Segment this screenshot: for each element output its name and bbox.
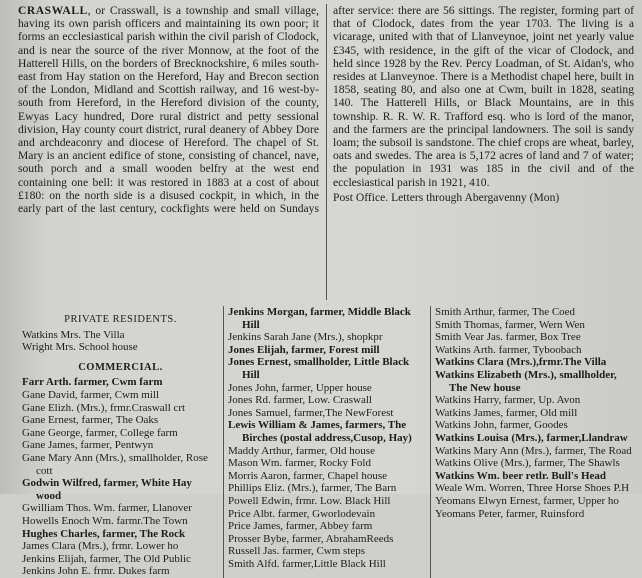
list-item: Watkins Harry, farmer, Up. Avon [435,394,581,407]
list-item: Gane Ernest, farmer, The Oaks [22,414,159,427]
post-office-line: Post Office. Letters through Abergavenny (Mon) [333,190,560,204]
list-item: Morris Aaron, farmer, Chapel house [228,469,388,482]
list-item: Mason Wm. farmer, Rocky Fold [228,457,371,470]
list-item: Powell Edwin, frmr. Low. Black Hill [228,494,391,507]
list-item: Howells Enoch Wm. farmr.The Town [22,514,188,527]
list-item: Jones John, farmer, Upper house [228,381,372,394]
list-item: Prosser Bybe, farmer, AbrahamReeds [228,532,394,545]
list-item: Farr Arth. farmer, Cwm farm [22,376,163,389]
list-item: Weale Wm. Worren, Three Horse Shoes P.H [435,482,630,495]
list-item: Watkins Clara (Mrs.),frmr.The Villa [435,356,607,369]
directory-column-3 [431,306,636,578]
list-item: Jones Ernest, smallholder, Little Black Hill [228,356,410,381]
list-item: Watkins Olive (Mrs.), farmer, The Shawls [435,457,620,470]
list-item: Jones Elijah, farmer, Forest mill [228,343,380,356]
directory-column-2 [223,306,431,578]
list-item: Gwilliam Thos. Wm. farmer, Llanover [22,502,192,515]
list-item: Jenkins John E. frmr. Dukes farm [22,565,170,578]
list-item: Jenkins Morgan, farmer, Middle Black Hill [228,306,411,331]
commercial-heading: COMMERCIAL. [78,361,163,373]
description-para-1: CRASWALL, or Crasswall, is a township and small village, having its own parish officers and maintaining its own poor; it forms an ecclesiastical parish within the civil parish of Clodock, and is near the source of the river Monnow, at the foot of the Hatterell Hills, on the borders of Brecknockshire, 6 miles south-east from Hay station on the Hereford, Hay and Brecon section of the London, Midland and Scottish railway, and 16 west-by-south from Hereford, in the Hereford division of the county, Ewyas Lacy hundred, Dore rural district and petty sessional division, Hay county court district, rural deanery of Abbey Dore and archdeaconry and diocese of Hereford. The chapel of St. Mary is an ancient edifice of stone, consisting of chancel, nave, south porch and a small wooden belfry at the west end containing one bell: it was restored in 1883 at a cost of about £180: on the north side is a disused cockpit, in which, in the early part of the last century, cockfights were held on Sundays after service: there are 56 sittings. The register, forming part of that of Clodock, dates from the year 1703. The living is a vicarage, united with that of Llanveynoe, joint net yearly value £345, with residence, in the gift of the vicar of Clodock, and held since 1928 by the Rev. Percy Loadman, of St. Aidan's, who resides at Llanveynoe. There is a Methodist chapel here, built in 1858, seating 80, and also one at Cwm, built in 1828, seating 140. The Hatterell Hills, or Black Mountains, are in this township. R. R. W. R. Trafford esq. who is lord of the manor, and the farmers are the principal landowners. The soil is sandy loam; the subsoil is sandstone. The chief crops are wheat, barley, oats and swedes. The area is 5,172 acres of land and 7 of water; the population in 1931 was 185 in the civil and of the ecclesiastical parish in 1921, 410. [18,4,634,216]
list-item: Watkins John, farmer, Goodes [435,419,568,432]
list-item: Smith Arthur, farmer, The Coed [435,306,576,318]
craswall-description [18,4,634,300]
list-item: Smith Vear Jas. farmer, Box Tree [435,331,581,344]
list-item: Phillips Eliz. (Mrs.), farmer, The Barn [228,482,397,495]
commercial-list-1 [22,376,219,578]
list-item: Jones Samuel, farmer,The NewForest [228,406,394,419]
list-item: Price James, farmer, Abbey farm [228,520,373,533]
list-item: Watkins James, farmer, Old mill [435,406,578,419]
list-item: Watkins Wm. beer retlr. Bull's Head [435,469,607,482]
directory-column-1 [18,306,223,578]
list-item: Watkins Mary Ann (Mrs.), farmer, The Road [435,444,632,457]
list-item: Jenkins Sarah Jane (Mrs.), shopkpr [228,331,383,344]
list-item: Smith Thomas, farmer, Wern Wen [435,318,585,331]
list-item: Gane Elizh. (Mrs.), frmr.Craswall crt [22,401,186,414]
list-item: Godwin Wilfred, farmer, White Hay wood [22,477,192,502]
private-residents-heading: PRIVATE RESIDENTS. [64,314,177,325]
commercial-list-3 [435,306,632,520]
list-item: Yeomans Peter, farmer, Ruinsford [435,507,585,520]
list-item: Gane George, farmer, College farm [22,426,178,439]
list-item: Watkins Arth. farmer, Tyboobach [435,343,582,356]
list-item: Maddy Arthur, farmer, Old house [228,444,375,457]
list-item: Gane David, farmer, Cwm mill [22,388,160,401]
list-item: Watkins Mrs. The Villa [22,328,125,341]
list-item: Gane James, farmer, Pentwyn [22,439,154,452]
list-item: James Clara (Mrs.), frmr. Lower ho [22,540,179,553]
commercial-list-2 [228,306,426,570]
list-item: Lewis William & James, farmers, The Birches (postal address,Cusop, Hay) [228,419,412,444]
list-item: Gane Mary Ann (Mrs.), smallholder, Rose cott [22,451,208,477]
list-item: Watkins Elizabeth (Mrs.), smallholder, The New house [435,368,617,394]
place-name: CRASWALL [18,4,88,17]
list-item: Price Albt. farmer, Gworlodevain [228,507,376,520]
list-item: Hughes Charles, farmer, The Rock [22,527,186,540]
residents-directory [18,306,636,578]
list-item: Watkins Louisa (Mrs.), farmer,Llandraw [435,431,628,444]
list-item: Smith Alfd. farmer,Little Black Hill [228,557,386,570]
list-item: Wright Mrs. School house [22,341,138,354]
list-item: Russell Jas. farmer, Cwm steps [228,545,366,558]
list-item: Jenkins Elijah, farmer, The Old Public [22,552,191,565]
list-item: Yeomans Elwyn Ernest, farmer, Upper ho [435,494,619,507]
list-item: Jones Rd. farmer, Low. Craswall [228,394,372,407]
